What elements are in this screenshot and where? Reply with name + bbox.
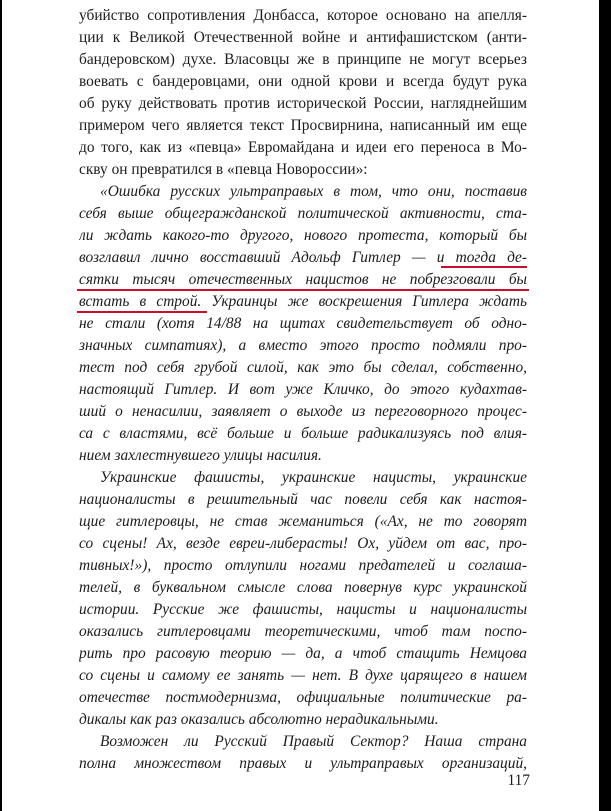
quote-line: са с властями, всё больше и больше радикализуясь под влия- <box>79 425 527 442</box>
quote-line: националисты в решительный час повели себя как настоя- <box>79 491 527 508</box>
quote-line: ли ждать какого-то другого, нового протеста, который бы <box>79 227 527 244</box>
text-line: ции к Великой Отечественной войне и антифашистском (анти- <box>79 29 527 46</box>
text-line: бандеровском) духе. Власовцы же в принципе не могут всерьез <box>79 51 527 68</box>
text-line: убийство сопротивления Донбасса, которое основано на апелля- <box>79 7 527 24</box>
quote-line: рить про расовую теорию — да, а чтоб стащить Немцова <box>79 645 527 662</box>
quote-line: тест под себя грубой силой, как это бы сделал, собственно, <box>79 359 527 376</box>
quote-line: оказались гитлеровцами теоретическими, чтоб там поспо- <box>79 623 527 640</box>
text-line: скву он превратился в «певца Новороссии»: <box>79 161 368 178</box>
red-underline <box>77 289 529 291</box>
quote-line: сятки тысяч отечественных нацистов не побрезговали бы <box>79 271 527 288</box>
quote-line: не стали (хотя 14/88 на щитах свидетельствует об одно- <box>79 315 527 332</box>
red-underline <box>77 311 207 313</box>
quote-line: тивных!»), просто отлупили ногами предателей и соглаша- <box>79 557 527 574</box>
quote-line: щие гитлеровцы, не став жеманиться («Ах, не то говорят <box>79 513 527 530</box>
quote-line: Украинские фашисты, украинские нацисты, украинские <box>100 469 527 486</box>
quote-line: настоящий Гитлер. И вот уже Кличко, до этого кудахтав- <box>79 381 527 398</box>
quote-line: «Ошибка русских ультраправых в том, что они, поставив <box>100 183 527 200</box>
text-line: об руку действовать против исторической России, нагляднейшим <box>79 95 527 112</box>
text-line: примером чего является текст Просвирнина, написанный им еще <box>79 117 527 134</box>
quote-line: со сцены! Ах, везде евреи-либерасты! Ох, уйдем от вас, про- <box>79 535 527 552</box>
book-page <box>2 0 599 811</box>
text-line: воевать с бандеровцами, они одной крови и всегда будут рука <box>79 73 527 90</box>
quote-line: нием захлестнувшего улицы насилия. <box>79 447 322 464</box>
quote-line: значных симпатиях), а вместо этого просто подмяли про- <box>79 337 527 354</box>
page-number: 117 <box>507 772 530 789</box>
quote-line: со сцены и самому ее занять — нет. В духе царящего в нашем <box>79 667 527 684</box>
quote-line: возглавил лично восставший Адольф Гитлер — и тогда де- <box>79 249 527 266</box>
quote-line: дикалы как раз оказались абсолютно нерадикальными. <box>79 711 439 728</box>
quote-line: встать в строй. Украинцы же воскрешения Гитлера ждать <box>79 293 527 310</box>
quote-line: ший о ненасилии, заявляет о выходе из переговорного процес- <box>79 403 527 420</box>
quote-line: полна множеством правых и ультраправых организаций, <box>79 755 527 772</box>
quote-line: отечестве постмодернизма, официальные политические ра- <box>79 689 527 706</box>
text-line: до того, как из «певца» Евромайдана и идеи его переноса в Мо- <box>79 139 527 156</box>
quote-line: телей, в буквальном смысле слова повернув курс украинской <box>79 579 527 596</box>
quote-line: Возможен ли Русский Правый Сектор? Наша страна <box>100 733 527 750</box>
quote-line: себя выше общегражданской политической активности, ста- <box>79 205 527 222</box>
quote-line: истории. Русские же фашисты, нацисты и националисты <box>79 601 527 618</box>
red-underline <box>441 266 527 268</box>
